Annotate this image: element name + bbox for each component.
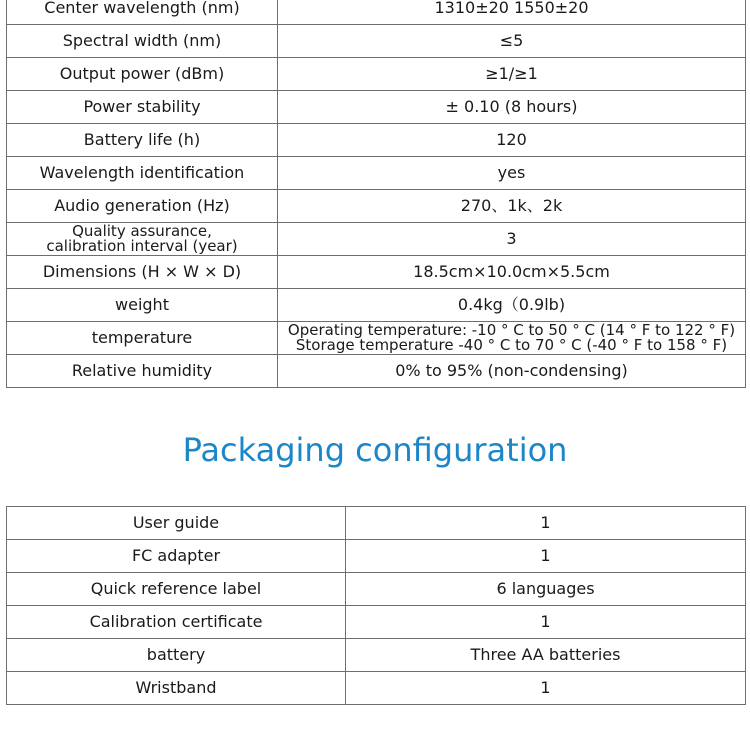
package-item: Calibration certificate (7, 606, 346, 639)
spec-value: 3 (278, 223, 746, 256)
package-item: FC adapter (7, 540, 346, 573)
spec-value: 0.4kg（0.9lb) (278, 289, 746, 322)
table-row (7, 25, 746, 58)
package-item: battery (7, 639, 346, 672)
spec-value: 120 (278, 124, 746, 157)
package-item: User guide (7, 507, 346, 540)
spec-value: ≥1/≥1 (278, 58, 746, 91)
table-row (7, 157, 746, 190)
table-row (7, 672, 746, 705)
table-row (7, 507, 746, 540)
spec-value: yes (278, 157, 746, 190)
spec-label (7, 223, 278, 256)
table-row (7, 124, 746, 157)
table-row (7, 0, 746, 25)
package-quantity: 1 (346, 606, 746, 639)
spec-label: Wavelength identification (7, 157, 278, 190)
spec-label: Battery life (h) (7, 124, 278, 157)
package-quantity: Three AA batteries (346, 639, 746, 672)
spec-label: Output power (dBm) (7, 58, 278, 91)
spec-value-line: Operating temperature: -10 ° C to 50 ° C (14 ° F to 122 ° F) (287, 321, 736, 339)
table-row (7, 91, 746, 124)
spec-label: Spectral width (nm) (7, 25, 278, 58)
table-row (7, 223, 746, 256)
spec-value: 270、1k、2k (278, 190, 746, 223)
table-row (7, 289, 746, 322)
spec-value: ≤5 (278, 25, 746, 58)
spec-value: 18.5cm×10.0cm×5.5cm (278, 256, 746, 289)
package-item: Quick reference label (7, 573, 346, 606)
spec-label-line: Quality assurance, (72, 222, 212, 240)
package-quantity: 6 languages (346, 573, 746, 606)
package-quantity: 1 (346, 507, 746, 540)
spec-label: Relative humidity (7, 355, 278, 388)
spec-value: ± 0.10 (8 hours) (278, 91, 746, 124)
table-row (7, 190, 746, 223)
spec-label: Power stability (7, 91, 278, 124)
packaging-table (6, 506, 746, 705)
spec-label-line: calibration interval (year) (46, 237, 238, 255)
spec-label: weight (7, 289, 278, 322)
table-row (7, 322, 746, 355)
table-row (7, 639, 746, 672)
spec-label: temperature (7, 322, 278, 355)
package-quantity: 1 (346, 672, 746, 705)
table-row (7, 573, 746, 606)
specifications-table (6, 0, 746, 388)
table-row (7, 355, 746, 388)
spec-value: 1310±20 1550±20 (278, 0, 746, 25)
table-row (7, 606, 746, 639)
spec-value-line: Storage temperature -40 ° C to 70 ° C (-40 ° F to 158 ° F) (295, 336, 728, 354)
table-row (7, 540, 746, 573)
package-item: Wristband (7, 672, 346, 705)
table-row (7, 256, 746, 289)
spec-label: Dimensions (H × W × D) (7, 256, 278, 289)
spec-value (278, 322, 746, 355)
package-quantity: 1 (346, 540, 746, 573)
spec-value: 0% to 95% (non-condensing) (278, 355, 746, 388)
spec-label: Center wavelength (nm) (7, 0, 278, 25)
spec-label: Audio generation (Hz) (7, 190, 278, 223)
table-row (7, 58, 746, 91)
section-title: Packaging configuration (182, 431, 568, 469)
